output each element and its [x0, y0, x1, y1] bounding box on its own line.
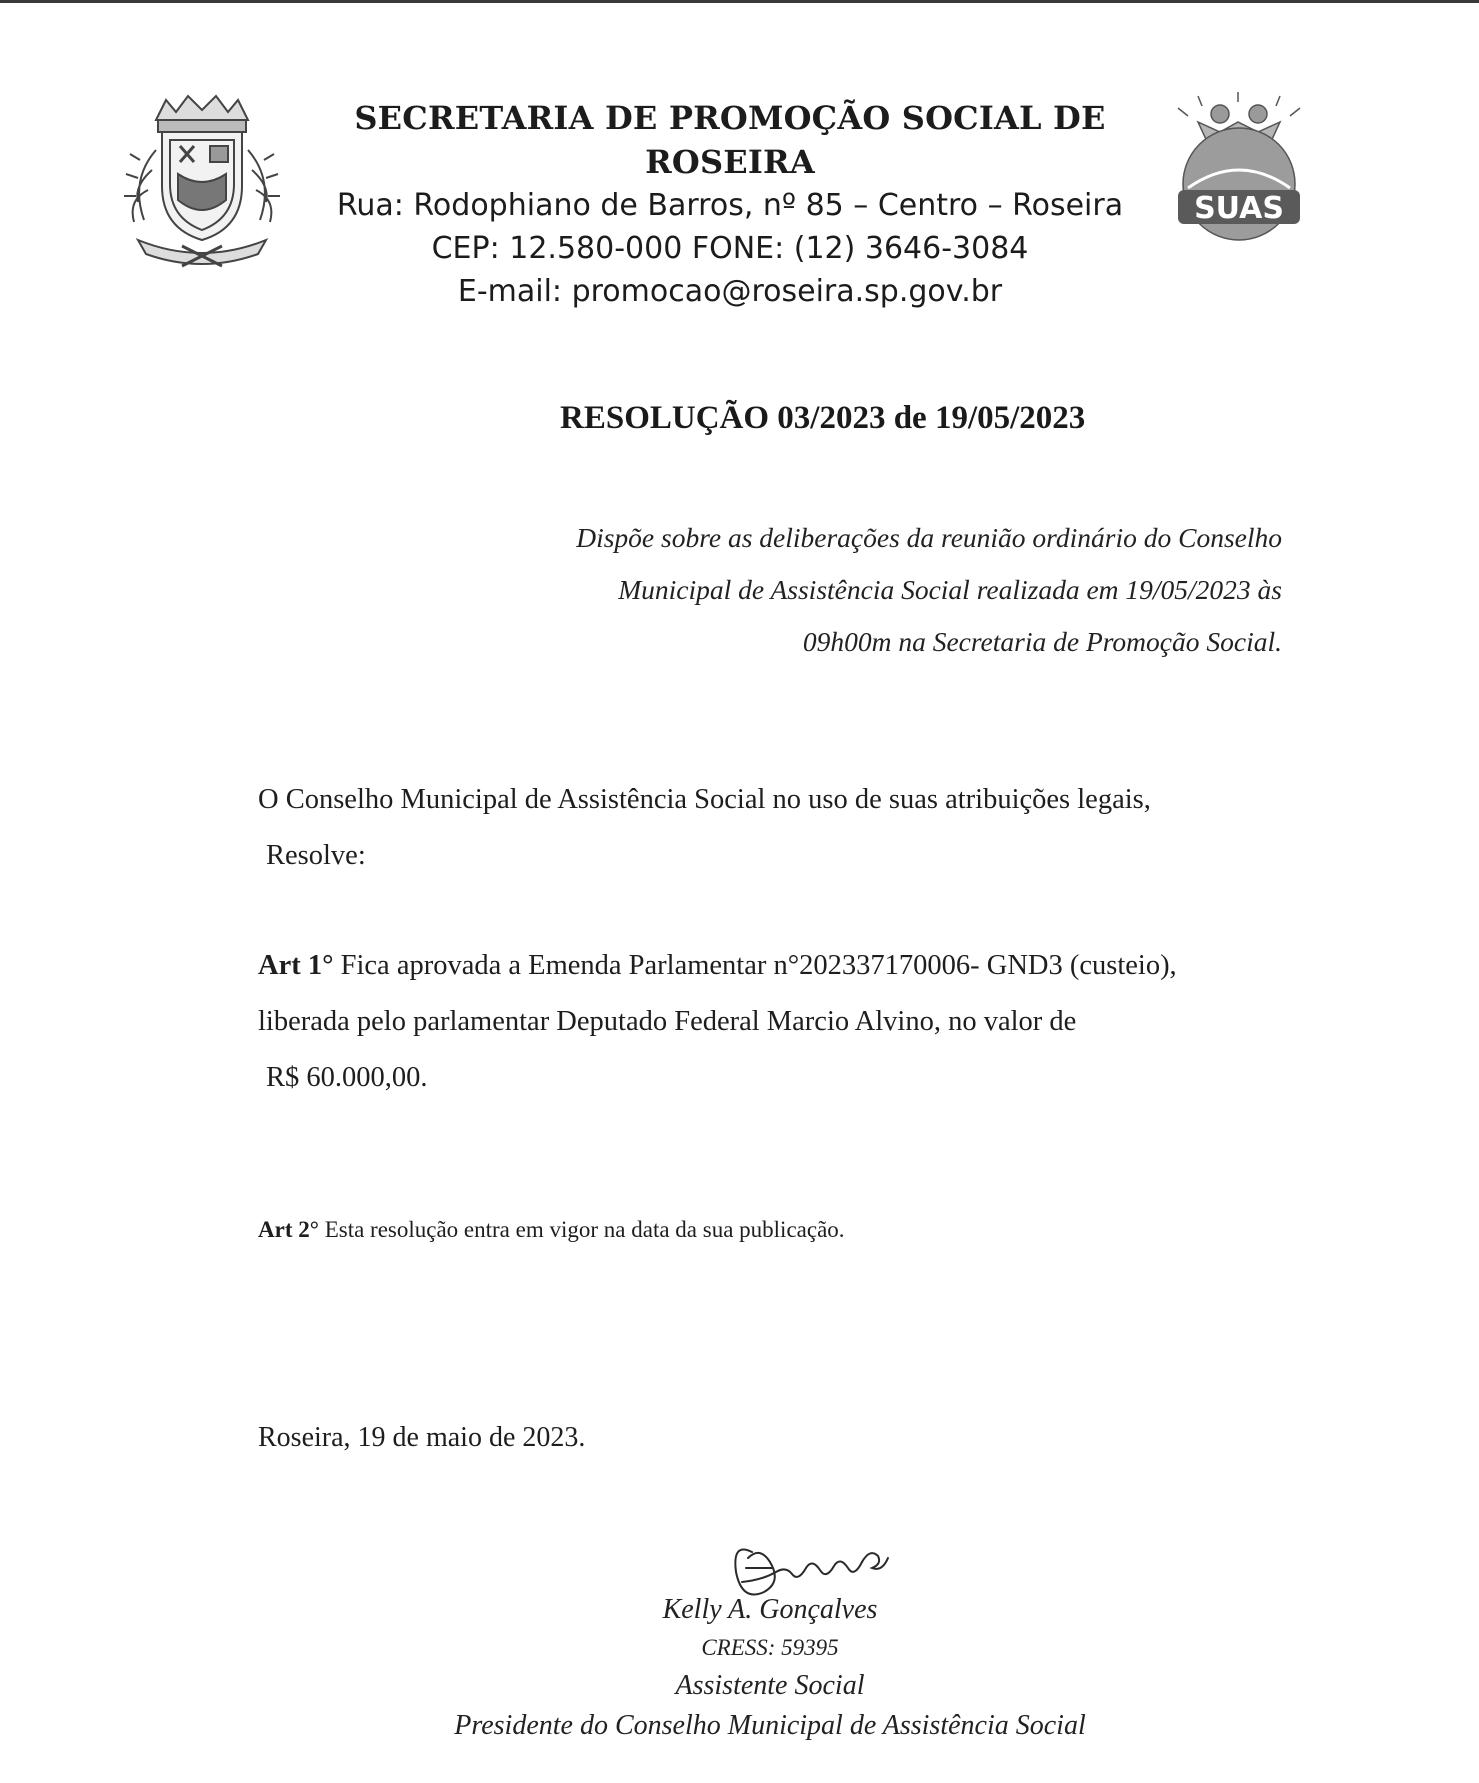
- signatory-block: [360, 1590, 1180, 1746]
- intro-text: O Conselho Municipal de Assistência Social no uso de suas atribuições legais,: [258, 784, 1151, 815]
- suas-logo-text: SUAS: [1194, 191, 1284, 226]
- article-1-line: liberada pelo parlamentar Deputado Federal Marcio Alvino, no valor de: [258, 1006, 1077, 1037]
- suas-logo: [1168, 92, 1310, 244]
- letterhead: [300, 96, 1160, 313]
- municipal-coat-of-arms-logo: [118, 90, 286, 270]
- article-1-label: Art 1°: [258, 950, 334, 981]
- document-title: RESOLUÇÃO 03/2023 de 19/05/2023: [560, 400, 1086, 436]
- article-2: [258, 1210, 1318, 1250]
- signatory-cress: CRESS: 59395: [701, 1635, 839, 1660]
- article-1: [258, 938, 1318, 1106]
- resolve-text: Resolve:: [266, 840, 366, 871]
- scan-edge: [0, 0, 1479, 3]
- address-line: Rua: Rodophiano de Barros, nº 85 – Centro – Roseira: [336, 188, 1124, 223]
- summary-line: Dispõe sobre as deliberações da reunião ordinário do Conselho: [576, 522, 1282, 553]
- article-1-amount: R$ 60.000,00.: [266, 1062, 428, 1093]
- summary-line: 09h00m na Secretaria de Promoção Social.: [802, 626, 1282, 657]
- place-date: Roseira, 19 de maio de 2023.: [258, 1422, 586, 1453]
- article-2-text: Esta resolução entra em vigor na data da sua publicação.: [324, 1217, 845, 1242]
- document-summary: [420, 512, 1282, 668]
- contact-line: CEP: 12.580-000 FONE: (12) 3646-3084: [431, 231, 1029, 266]
- summary-line: Municipal de Assistência Social realizada em 19/05/2023 às: [618, 574, 1282, 605]
- signatory-role: Presidente do Conselho Municipal de Assistência Social: [454, 1710, 1086, 1741]
- signatory-name: Kelly A. Gonçalves: [662, 1594, 878, 1625]
- article-2-label: Art 2°: [258, 1217, 319, 1242]
- email-line: E-mail: promocao@roseira.sp.gov.br: [457, 274, 1003, 309]
- signatory-title: Assistente Social: [675, 1670, 865, 1701]
- organization-name: SECRETARIA DE PROMOÇÃO SOCIAL DE ROSEIRA: [354, 99, 1106, 181]
- article-1-line: Fica aprovada a Emenda Parlamentar n°202337170006- GND3 (custeio),: [340, 950, 1177, 981]
- intro-paragraph: [258, 772, 1318, 884]
